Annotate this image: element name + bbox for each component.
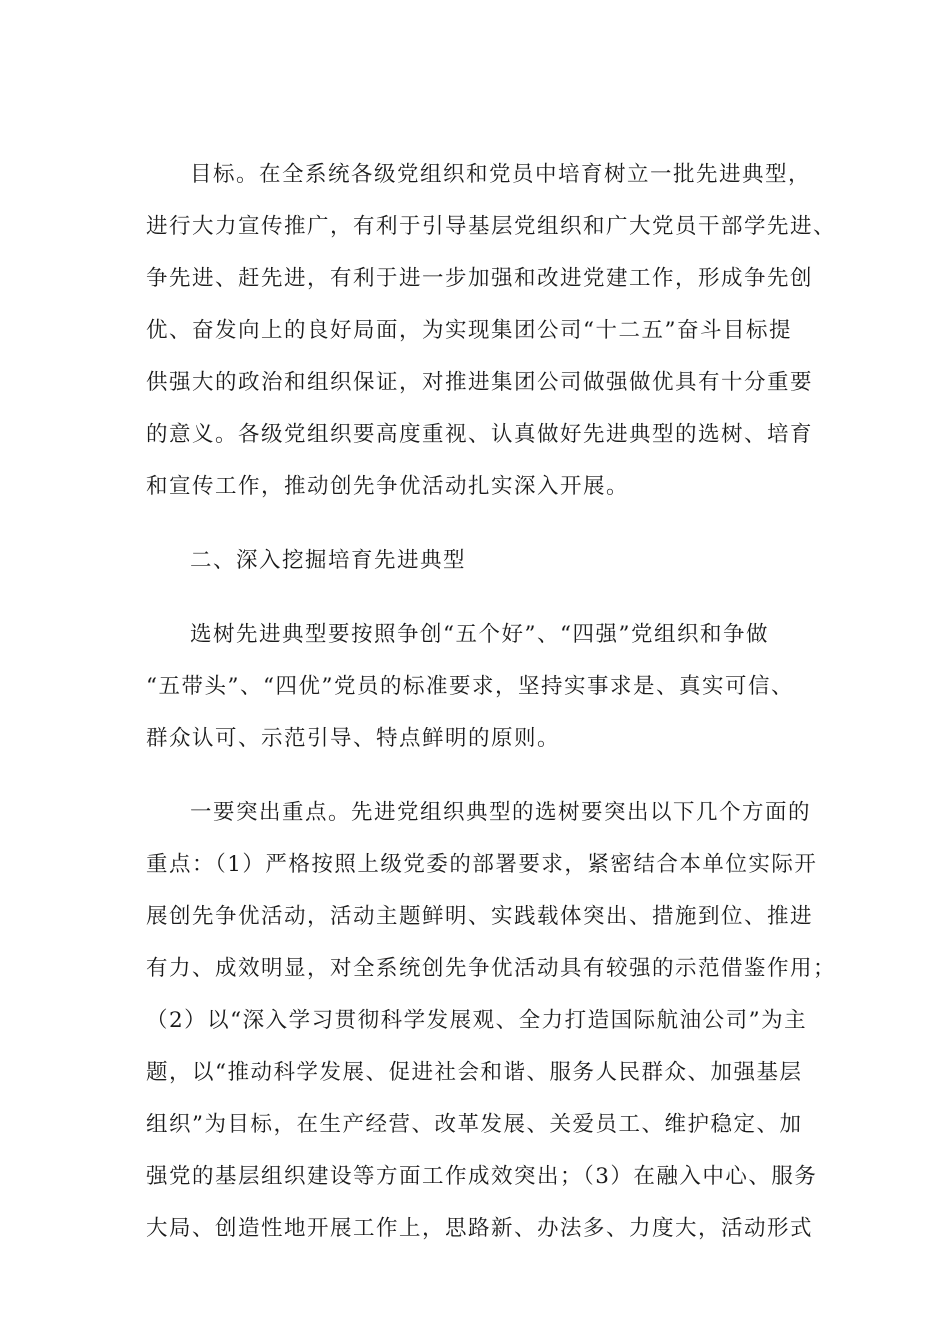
paragraph-3-line-2: 重点：（1）严格按照上级党委的部署要求，紧密结合本单位实际开 bbox=[146, 852, 818, 877]
paragraph-1-line-1: 目标。在全系统各级党组织和党员中培育树立一批先进典型， bbox=[190, 162, 812, 187]
section-heading-2: 二、深入挖掘培育先进典型 bbox=[190, 548, 467, 573]
paragraph-3-line-6: 题，以“推动科学发展、促进社会和谐、服务人民群众、加强基层 bbox=[146, 1060, 803, 1085]
paragraph-1-line-2: 进行大力宣传推广，有利于引导基层党组织和广大党员干部学先进、 bbox=[146, 214, 837, 239]
paragraph-3-line-8: 强党的基层组织建设等方面工作成效突出；（3）在融入中心、服务 bbox=[146, 1164, 818, 1189]
paragraph-3-line-3: 展创先争优活动，活动主题鲜明、实践载体突出、措施到位、推进 bbox=[146, 904, 814, 929]
paragraph-3-line-1: 一要突出重点。先进党组织典型的选树要突出以下几个方面的 bbox=[190, 800, 812, 825]
paragraph-2-line-3: 群众认可、示范引导、特点鲜明的原则。 bbox=[146, 726, 561, 751]
paragraph-1-line-7: 和宣传工作，推动创先争优活动扎实深入开展。 bbox=[146, 474, 630, 499]
paragraph-3-line-9: 大局、创造性地开展工作上，思路新、办法多、力度大，活动形式 bbox=[146, 1216, 814, 1241]
paragraph-3-line-4: 有力、成效明显，对全系统创先争优活动具有较强的示范借鉴作用； bbox=[146, 956, 837, 981]
paragraph-2-line-2: “五带头”、“四优”党员的标准要求，坚持实事求是、真实可信、 bbox=[146, 674, 794, 699]
paragraph-2-line-1: 选树先进典型要按照争创“五个好”、“四强”党组织和争做 bbox=[190, 622, 769, 647]
paragraph-3-line-5: （2）以“深入学习贯彻科学发展观、全力打造国际航油公司”为主 bbox=[146, 1008, 808, 1033]
paragraph-1-line-5: 供强大的政治和组织保证，对推进集团公司做强做优具有十分重要 bbox=[146, 370, 814, 395]
paragraph-1-line-3: 争先进、赶先进，有利于进一步加强和改进党建工作，形成争先创 bbox=[146, 266, 814, 291]
paragraph-1-line-6: 的意义。各级党组织要高度重视、认真做好先进典型的选树、培育 bbox=[146, 422, 814, 447]
paragraph-1-line-4: 优、奋发向上的良好局面，为实现集团公司“十二五”奋斗目标提 bbox=[146, 318, 792, 343]
paragraph-3-line-7: 组织”为目标，在生产经营、改革发展、关爱员工、维护稳定、加 bbox=[146, 1112, 803, 1137]
